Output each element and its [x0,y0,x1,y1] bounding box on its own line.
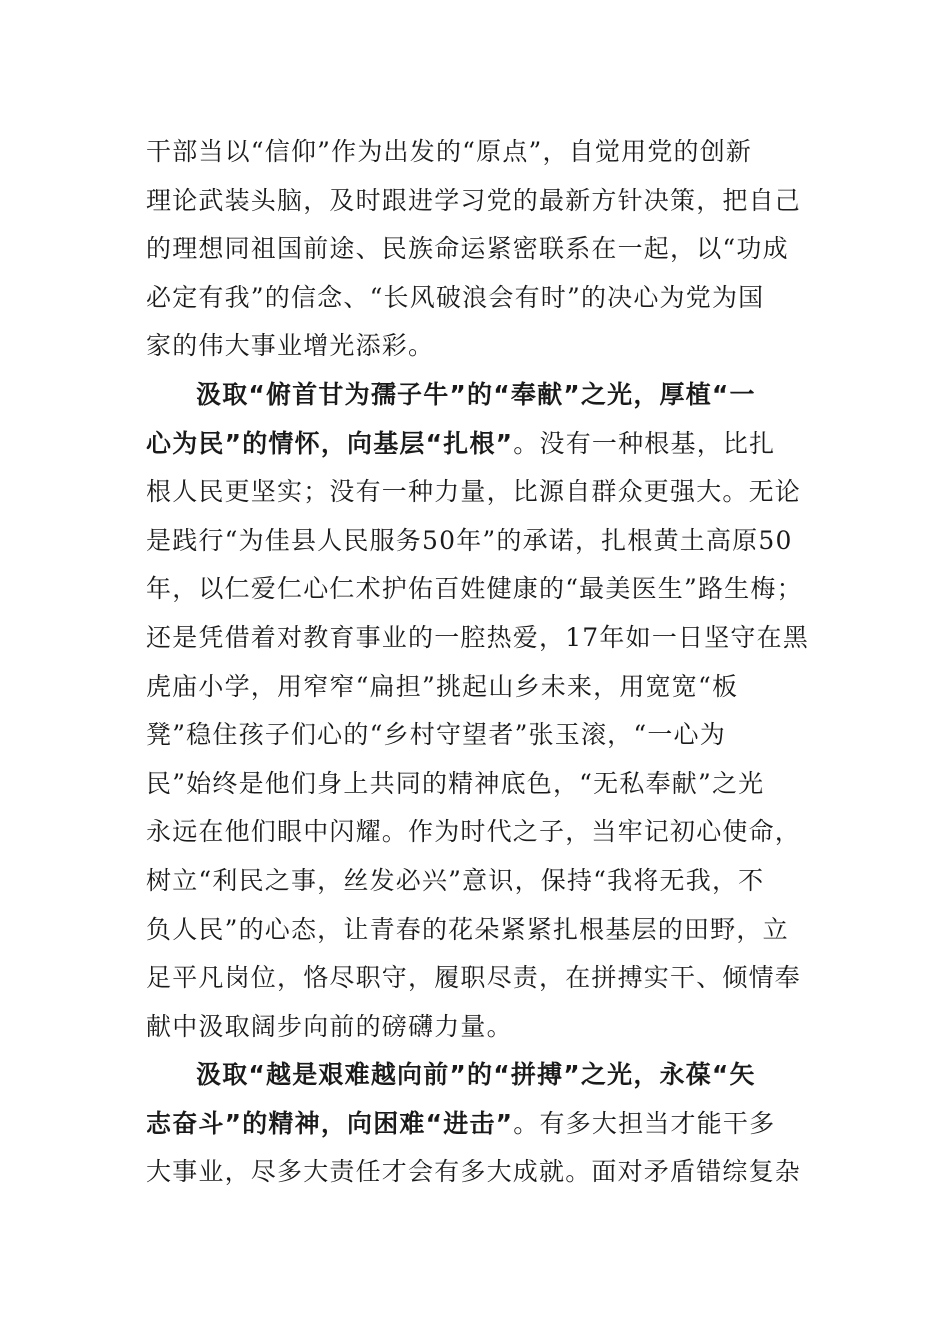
text-line [146,808,806,857]
body-text: 足平凡岗位，恪尽职守，履职尽责，在拼搏实干、倾情奉 [146,963,802,993]
text-line [146,517,806,566]
text-line [146,322,806,371]
text-line [146,1003,806,1052]
text-line [146,614,810,663]
text-line [146,1148,806,1197]
body-text: 必定有我”的信念、“长风破浪会有时”的决心为党为国 [146,282,765,312]
body-text: 。有多大担当才能干多 [513,1108,776,1138]
body-text: 的理想同祖国前途、民族命运紧密联系在一起，以“功成 [146,234,789,264]
text-line [146,1051,806,1100]
text-line [146,760,806,809]
bold-lead-text: 心为民”的情怀，向基层“扎根” [146,428,514,458]
text-line [146,177,806,226]
body-text: 根人民更坚实；没有一种力量，比源自群众更强大。无论 [146,477,802,507]
text-line [146,274,806,323]
body-text: 凳”稳住孩子们心的“乡村守望者”张玉滚，“一心为 [146,720,726,750]
bold-lead-text: 志奋斗”的精神，向困难“进击” [146,1108,514,1138]
text-line [146,711,806,760]
body-text: 虎庙小学，用窄窄“扁担”挑起山乡未来，用宽宽“板 [146,671,739,701]
text-line [146,128,806,177]
text-line [146,225,806,274]
text-line [146,663,806,712]
body-text: 。没有一种根基，比扎 [513,428,776,458]
text-line [146,857,806,906]
body-text: 还是凭借着对教育事业的一腔热爱，17年如一日坚守在黑 [146,622,810,652]
body-text: 家的伟大事业增光添彩。 [146,331,435,361]
body-text: 理论武装头脑，及时跟进学习党的最新方针决策，把自己 [146,185,802,215]
body-text: 树立“利民之事，丝发必兴”意识，保持“我将无我，不 [146,865,765,895]
text-line [146,420,806,469]
document-body [146,128,810,1197]
body-text: 负人民”的心态，让青春的花朵紧紧扎根基层的田野，立 [146,914,789,944]
body-text: 年，以仁爱仁心仁术护佑百姓健康的“最美医生”路生梅； [146,574,803,604]
body-text: 献中汲取阔步向前的磅礴力量。 [146,1011,513,1041]
body-text: 干部当以“信仰”作为出发的“原点”，自觉用党的创新 [146,137,753,166]
bold-lead-text: 汲取“越是艰难越向前”的“拼搏”之光，永葆“矢 [196,1060,756,1090]
body-text: 民”始终是他们身上共同的精神底色，“无私奉献”之光 [146,768,765,798]
text-line [146,954,806,1003]
body-text: 是践行“为佳县人民服务50年”的承诺，扎根黄土高原50 [146,525,793,555]
text-line [146,906,806,955]
text-line [146,1100,806,1149]
text-line [146,371,806,420]
bold-lead-text: 汲取“俯首甘为孺子牛”的“奉献”之光，厚植“一 [196,379,756,409]
text-line [146,565,806,614]
body-text: 大事业，尽多大责任才会有多大成就。面对矛盾错综复杂 [146,1157,802,1187]
text-line [146,468,806,517]
body-text: 永远在他们眼中闪耀。作为时代之子，当牢记初心使命， [146,817,802,847]
